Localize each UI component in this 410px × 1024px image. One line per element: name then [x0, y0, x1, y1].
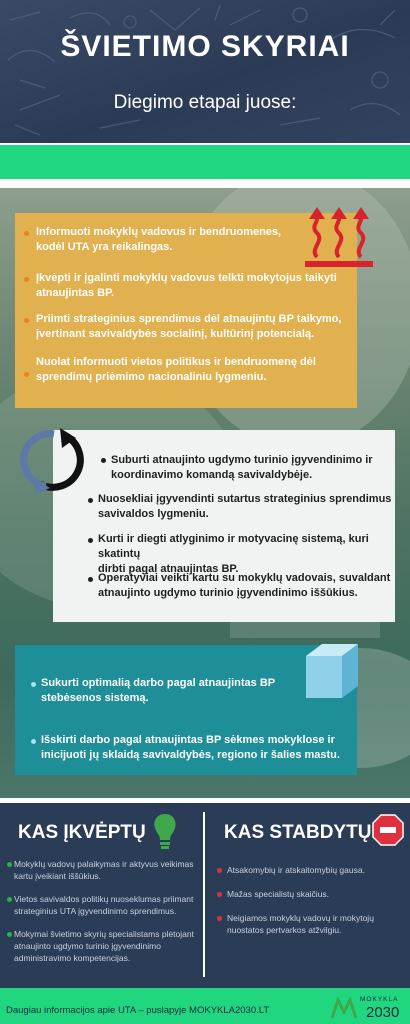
- text-line: Operatyviai veikti kartu su mokyklų vadovais, suvaldant: [98, 572, 391, 584]
- orange-item-4: [36, 355, 316, 385]
- doodle-pattern: [0, 0, 410, 143]
- text-line: atnaujinto ugdymo turinio įgyvendinimo iššūkius.: [98, 587, 358, 599]
- inspires-title: KAS ĮKVĖPTŲ: [18, 822, 146, 843]
- page-title: ŠVIETIMO SKYRIAI: [60, 30, 350, 63]
- text-line: Nuolat informuoti vietos politikus ir bendruomenę dėl: [36, 356, 316, 368]
- orange-item-3: [36, 312, 341, 342]
- bullet: [88, 498, 93, 503]
- text-line: atnaujinto ugdymo turinio įgyvendinimo: [14, 941, 161, 951]
- mokykla-logo-icon: [330, 994, 358, 1020]
- bullet: [217, 868, 222, 873]
- text-line: Sukurti optimalią darbo pagal atnaujintas BP: [41, 677, 276, 689]
- logo-year: 2030: [366, 1004, 400, 1021]
- heat-waves-icon: [303, 205, 375, 270]
- text-line: Suburti atnaujinto ugdymo turinio įgyvendinimo ir: [111, 454, 373, 466]
- bullet: [24, 231, 29, 236]
- text-line: atnaujintas BP.: [36, 287, 115, 299]
- inspires-item-3: [14, 928, 194, 964]
- bullet: [24, 277, 29, 282]
- orange-item-2: [36, 271, 337, 301]
- text-line: Įkvėpti ir įgalinti mokyklų vadovus telkti mokytojus taikyti: [36, 272, 337, 284]
- text-line: sprendimų priėmimo nacionaliniu lygmeniu.: [36, 371, 267, 383]
- white-item-1: [111, 453, 373, 483]
- logo-name: MOKYKLA: [360, 996, 399, 1003]
- bullet: [24, 318, 29, 323]
- text-line: Išskirti darbo pagal atnaujintas BP sėkmes mokyklose ir: [41, 734, 335, 746]
- header: [0, 0, 410, 143]
- bullet: [24, 372, 29, 377]
- bullet: [217, 892, 222, 897]
- orange-item-1: [36, 225, 281, 255]
- text-line: Nuosekliai įgyvendinti sutartus strateginius sprendimus: [98, 493, 392, 505]
- stop-sign-icon: [372, 814, 404, 846]
- text-line: strateginius UTA įgyvendinimo sprendimus.: [14, 906, 177, 916]
- text-line: stebėsenos sistemą.: [41, 692, 149, 704]
- text-line: kartu įveikiant iššūkius.: [14, 871, 101, 881]
- text-line: Kurti ir diegti atlyginimo ir motyvacinę sistemą, kuri skatintų: [98, 533, 369, 560]
- page-subtitle: Diegimo etapai juose:: [113, 92, 297, 113]
- bullet: [31, 682, 36, 687]
- teal-item-2: [41, 733, 340, 763]
- text-line: Mažas specialistų skaičius.: [227, 889, 330, 899]
- lightbulb-icon: [152, 812, 178, 850]
- footer-text[interactable]: Daugiau informacijos apie UTA – puslapyje MOKYKLA2030.LT: [6, 1005, 270, 1016]
- text-line: inicijuoti jų sklaidą savivaldybės, regiono ir šalies mastu.: [41, 749, 340, 761]
- bullet: [217, 916, 222, 921]
- text-line: kodėl UTA yra reikalingas.: [36, 241, 173, 253]
- text-line: Mokyklų vadovų palaikymas ir aktyvus veikimas: [14, 859, 194, 869]
- text-line: Atsakomybių ir atskaitomybių gausa.: [227, 865, 365, 875]
- text-line: Priimti strateginius sprendimus dėl atnaujintų BP taikymo,: [36, 313, 342, 325]
- text-line: Vietos savivaldos politikų nuoseklumas priimant: [14, 894, 194, 904]
- bullet: [7, 862, 12, 867]
- stops-item-1: [227, 864, 365, 876]
- teal-item-1: [41, 676, 275, 706]
- white-item-2: [98, 492, 391, 522]
- bullet: [31, 739, 36, 744]
- bullet: [88, 538, 93, 543]
- inspires-item-2: [14, 893, 193, 917]
- column-divider: [203, 812, 205, 977]
- bullet: [101, 458, 106, 463]
- text-line: savivaldos lygmeniu.: [98, 508, 209, 520]
- text-line: koordinavimo komandą savivaldybėje.: [111, 469, 313, 481]
- text-line: Neigiamos mokyklų vadovų ir mokytojų: [227, 913, 374, 923]
- text-line: Informuoti mokyklų vadovus ir bendruomenes,: [36, 226, 282, 238]
- bullet: [88, 577, 93, 582]
- text-line: įvertinant savivaldybės socialinį, kultūrinį potencialą.: [36, 328, 315, 340]
- inspires-item-1: [14, 858, 194, 882]
- stops-title: KAS STABDYTŲ: [224, 822, 372, 843]
- green-bar: [0, 145, 410, 179]
- text-line: administravimo kompetencijas.: [14, 953, 131, 963]
- white-item-4: [98, 571, 390, 601]
- cycle-arrows-icon: [20, 428, 92, 496]
- cube-icon: [302, 640, 360, 702]
- text-line: dirbti pagal atnaujintas BP.: [98, 563, 239, 575]
- bullet: [7, 897, 12, 902]
- stops-item-2: [227, 888, 329, 900]
- text-line: nuostatos pertvarkos atžvilgiu.: [227, 925, 342, 935]
- text-line: Mokymai švietimo skyrių specialistams plėtojant: [14, 929, 194, 939]
- bullet: [7, 932, 12, 937]
- stops-item-3: [227, 912, 374, 936]
